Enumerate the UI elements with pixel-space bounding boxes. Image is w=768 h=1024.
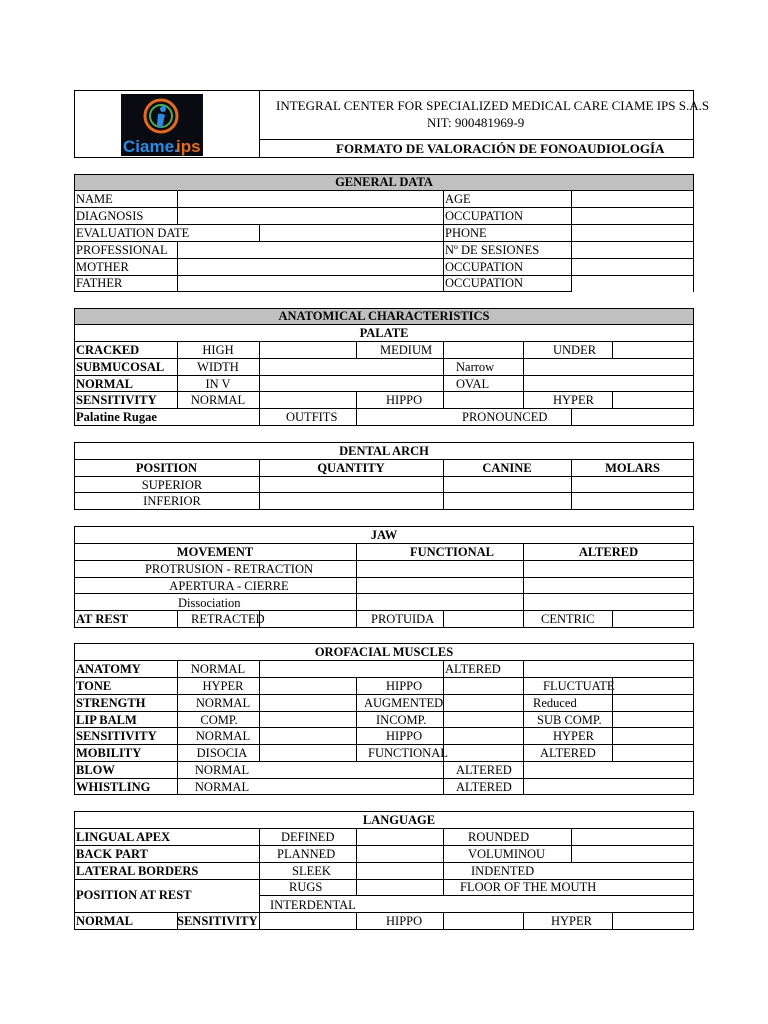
sens-hippo: HIPPO (386, 729, 423, 743)
gen-col-line (177, 241, 178, 292)
label-medium: MEDIUM (380, 343, 433, 357)
label-occupation: OCCUPATION (445, 209, 524, 223)
label-normal: NORMAL (76, 377, 133, 391)
anat-row-line (74, 391, 694, 392)
label-protuida: PROTUIDA (371, 612, 435, 626)
strength-augmented: AUGMENTED (364, 696, 444, 710)
anat-col-line (612, 341, 613, 358)
lang-col-line (523, 912, 524, 930)
label-mother-occupation: OCCUPATION (445, 260, 524, 274)
palate-title: PALATE (359, 326, 409, 340)
label-high: HIGH (202, 343, 234, 357)
anat-row-line (74, 358, 694, 359)
anat-col-line (356, 341, 357, 358)
lang-col-line (356, 828, 357, 895)
label-position-at-rest: POSITION AT REST (76, 888, 192, 902)
label-lip-balm: LIP BALM (76, 713, 137, 727)
anat-col-line (259, 341, 260, 426)
label-mother: MOTHER (76, 260, 129, 274)
label-anatomy: ANATOMY (76, 662, 141, 676)
label-back-part: BACK PART (76, 847, 148, 861)
sens-hyper: HYPER (553, 729, 594, 743)
anat-col-line (612, 391, 613, 408)
lang-col-line (259, 828, 260, 930)
lang-row-line (74, 845, 694, 846)
label-dissociation: Dissociation (178, 596, 241, 610)
label-name: NAME (76, 192, 113, 206)
label-phone: PHONE (445, 226, 487, 240)
label-blow: BLOW (76, 763, 115, 777)
gen-col-line (259, 224, 260, 241)
oro-col-line (443, 660, 444, 795)
lip-incomp: INCOMP. (376, 713, 427, 727)
lip-sub-comp: SUB COMP. (537, 713, 602, 727)
logo-graphic (121, 94, 203, 156)
anat-col-line (523, 341, 524, 408)
lateral-sleek: SLEEK (292, 864, 331, 878)
label-lingual-apex: LINGUAL APEX (76, 830, 171, 844)
whistling-normal: NORMAL (194, 780, 250, 794)
col-position: POSITION (135, 461, 198, 475)
mobility-disocia: DISOCIA (196, 746, 248, 760)
label-age: AGE (445, 192, 471, 206)
label-oro-sensitivity: SENSITIVITY (76, 729, 157, 743)
lang-row-line (74, 879, 694, 880)
blow-normal: NORMAL (194, 763, 250, 777)
lang-col-line (443, 828, 444, 895)
anatomy-normal: NORMAL (190, 662, 246, 676)
label-professional: PROFESSIONAL (76, 243, 168, 257)
whistling-altered: ALTERED (456, 780, 512, 794)
lang-hyper: HYPER (551, 914, 592, 928)
rest-rugs: RUGS (289, 880, 323, 894)
label-cracked: CRACKED (76, 343, 140, 357)
oro-col-line (523, 660, 524, 795)
jaw-col-line (612, 610, 613, 628)
strength-reduced: Reduced (533, 696, 577, 710)
col-quantity: QUANTITY (317, 461, 385, 475)
ciame-logo (121, 94, 203, 156)
form-title: FORMATO DE VALORACIÓN DE FONOAUDIOLOGÍA (336, 141, 665, 156)
dental-title: DENTAL ARCH (339, 444, 429, 458)
anat-row-line (74, 408, 694, 409)
jaw-col-line (443, 610, 444, 628)
gen-row-line (74, 258, 694, 259)
language-title: LANGUAGE (362, 813, 436, 827)
label-sensitivity: SENSITIVITY (76, 393, 157, 407)
label-whistling: WHISTLING (76, 780, 151, 794)
label-tone: TONE (76, 679, 112, 693)
back-voluminous: VOLUMINOU (468, 847, 546, 861)
jaw-title: JAW (370, 528, 398, 542)
logo-text-ips: ips (176, 137, 201, 156)
anat-row-line (74, 375, 694, 376)
oro-row-line (74, 778, 694, 779)
label-sens-hyper: HYPER (553, 393, 594, 407)
general-title: GENERAL DATA (335, 175, 433, 189)
label-apertura: APERTURA - CIERRE (169, 579, 289, 593)
label-submucosal: SUBMUCOSAL (76, 360, 165, 374)
col-canine: CANINE (482, 461, 532, 475)
label-protrusion: PROTRUSION - RETRACTION (144, 562, 314, 576)
orofacial-title: OROFACIAL MUSCLES (314, 645, 454, 659)
apex-defined: DEFINED (281, 830, 335, 844)
sens-normal: NORMAL (195, 729, 251, 743)
mobility-altered: ALTERED (540, 746, 596, 760)
oro-row-line (74, 761, 694, 762)
col-altered: ALTERED (578, 545, 639, 559)
col-movement: MOVEMENT (176, 545, 254, 559)
label-at-rest: AT REST (76, 612, 128, 626)
logo-text-ciame: Ciame. (123, 137, 179, 156)
tone-hyper: HYPER (202, 679, 244, 693)
lang-hippo: HIPPO (386, 914, 423, 928)
label-inferior: INFERIOR (143, 494, 201, 508)
back-planned: PLANNED (277, 847, 336, 861)
label-in-v: IN V (205, 377, 231, 391)
gen-col-line (571, 190, 572, 292)
label-father: FATHER (76, 276, 123, 290)
apex-rounded: ROUNDED (468, 830, 530, 844)
label-sens-hippo: HIPPO (386, 393, 423, 407)
label-father-occupation: OCCUPATION (445, 276, 524, 290)
tone-hippo: HIPPO (386, 679, 423, 693)
lang-col-line (443, 912, 444, 930)
lip-comp: COMP. (200, 713, 238, 727)
col-functional: FUNCTIONAL (409, 545, 495, 559)
label-outfits: OUTFITS (286, 410, 338, 424)
strength-normal: NORMAL (195, 696, 251, 710)
label-superior: SUPERIOR (141, 478, 203, 492)
jaw-col-line (177, 610, 178, 628)
anat-col-line (443, 341, 444, 408)
rest-floor-of-mouth: FLOOR OF THE MOUTH (460, 880, 597, 894)
label-lateral-borders: LATERAL BORDERS (76, 864, 199, 878)
tone-fluctuate: FLUCTUATE (543, 679, 615, 693)
jaw-col-line (523, 610, 524, 628)
oro-row-line (74, 660, 694, 661)
gen-row-line (74, 291, 572, 292)
blow-altered: ALTERED (456, 763, 512, 777)
mobility-functional: FUNCTIONAL (368, 746, 448, 760)
gen-col-line (177, 190, 178, 224)
gen-col-line (443, 190, 444, 292)
label-sessions: Nº DE SESIONES (445, 243, 540, 257)
lateral-indented: INDENTED (471, 864, 535, 878)
label-sens-normal: NORMAL (190, 393, 246, 407)
label-palatine-rugae: Palatine Rugae (76, 410, 157, 424)
anatomical-title: ANATOMICAL CHARACTERISTICS (278, 309, 490, 323)
label-strength: STRENGTH (76, 696, 146, 710)
lang-col-line (612, 912, 613, 930)
label-retracted: RETRACTED (191, 612, 265, 626)
label-pronounced: PRONOUNCED (462, 410, 548, 424)
lang-col-line (356, 912, 357, 930)
rest-interdental: INTERDENTAL (270, 898, 356, 912)
label-eval-date: EVALUATION DATE (76, 226, 190, 240)
lang-row-line (259, 895, 694, 896)
org-name: INTEGRAL CENTER FOR SPECIALIZED MEDICAL CARE CIAME IPS S.A.S (276, 98, 710, 113)
label-under: UNDER (553, 343, 597, 357)
lang-row-line (74, 912, 694, 913)
label-diagnosis: DIAGNOSIS (76, 209, 144, 223)
label-centric: CENTRIC (541, 612, 595, 626)
header-divider (259, 90, 260, 158)
gen-row-line (74, 275, 694, 276)
anatomy-altered: ALTERED (445, 662, 501, 676)
header-hline (259, 139, 694, 140)
label-lang-normal: NORMAL (76, 914, 133, 928)
gen-row-line (74, 207, 694, 208)
label-mobility: MOBILITY (76, 746, 142, 760)
label-lang-sensitivity: SENSITIVITY (177, 914, 258, 928)
anat-col-line (356, 408, 357, 426)
lang-col-line (571, 828, 572, 862)
label-oval: OVAL (456, 377, 490, 391)
jaw-col-line (356, 610, 357, 628)
anat-col-line (571, 408, 572, 426)
col-molars: MOLARS (605, 461, 660, 475)
org-nit: NIT: 900481969-9 (427, 115, 525, 130)
oro-col-line (356, 677, 357, 761)
anat-col-line (356, 391, 357, 408)
label-narrow: Narrow (456, 360, 495, 374)
label-width: WIDTH (197, 360, 239, 374)
